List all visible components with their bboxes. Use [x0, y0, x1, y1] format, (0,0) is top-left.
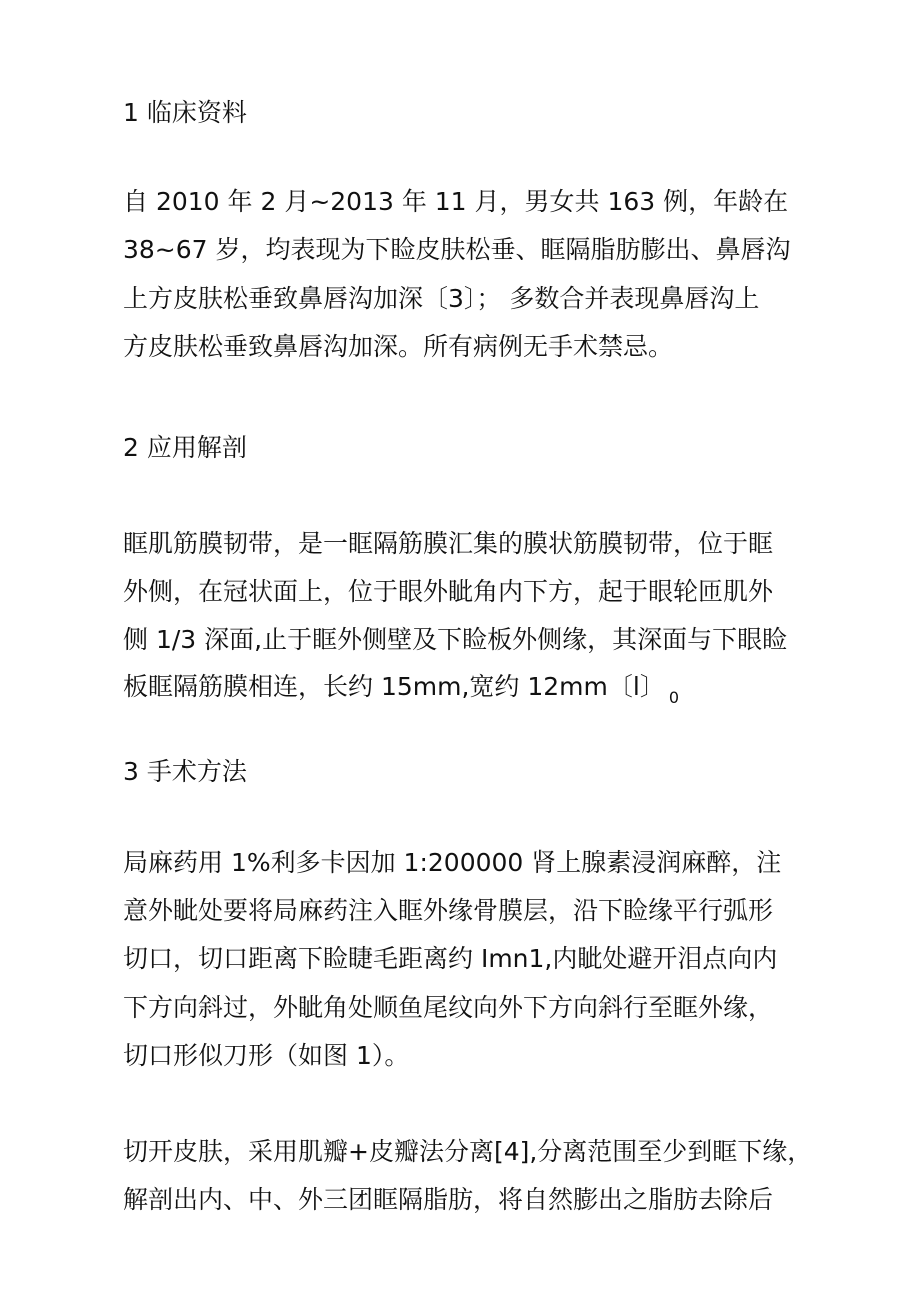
- subscript-mark: 0: [668, 688, 680, 707]
- section-heading-surgical-method: 3 手术方法: [123, 757, 247, 786]
- paragraph-line: 解剖出内、中、外三团眶隔脂肪，将自然膨出之脂肪去除后: [123, 1185, 774, 1214]
- paragraph-line: 下方向斜过，外眦角处顺鱼尾纹向外下方向斜行至眶外缘，: [123, 993, 774, 1022]
- paragraph-line: 外侧，在冠状面上，位于眼外眦角内下方，起于眼轮匝肌外: [123, 577, 774, 606]
- paragraph-line: [123, 671, 679, 706]
- paragraph-line: 切开皮肤，采用肌瓣+皮瓣法分离[4],分离范围至少到眶下缘，: [123, 1137, 813, 1166]
- paragraph-line: 局麻药用 1%利多卡因加 1:200000 肾上腺素浸润麻醉，注: [123, 848, 782, 877]
- section-heading-applied-anatomy: 2 应用解剖: [123, 433, 247, 462]
- paragraph-line: 眶肌筋膜韧带，是一眶隔筋膜汇集的膜状筋膜韧带，位于眶: [123, 529, 774, 558]
- paragraph-line: 侧 1/3 深面,止于眶外侧壁及下睑板外侧缘，其深面与下眼睑: [123, 625, 788, 654]
- paragraph-line: 意外眦处要将局麻药注入眶外缘骨膜层，沿下睑缘平行弧形: [123, 896, 774, 925]
- paragraph-line: 38~67 岁，均表现为下睑皮肤松垂、眶隔脂肪膨出、鼻唇沟: [123, 235, 791, 264]
- section-heading-clinical-data: 1 临床资料: [123, 98, 247, 127]
- paragraph-line: 切口形似刀形（如图 1）。: [123, 1041, 410, 1070]
- paragraph-line: 上方皮肤松垂致鼻唇沟加深〔3〕； 多数合并表现鼻唇沟上: [123, 284, 760, 313]
- paragraph-line: 方皮肤松垂致鼻唇沟加深。所有病例无手术禁忌。: [123, 332, 674, 361]
- paragraph-line: 自 2010 年 2 月~2013 年 11 月，男女共 163 例，年龄在: [123, 187, 789, 216]
- paragraph-line: 切口，切口距离下睑睫毛距离约 Imn1,内眦处避开泪点向内: [123, 944, 778, 973]
- paragraph-text: 板眶隔筋膜相连，长约 15mm,宽约 12mm〔l〕: [123, 672, 665, 701]
